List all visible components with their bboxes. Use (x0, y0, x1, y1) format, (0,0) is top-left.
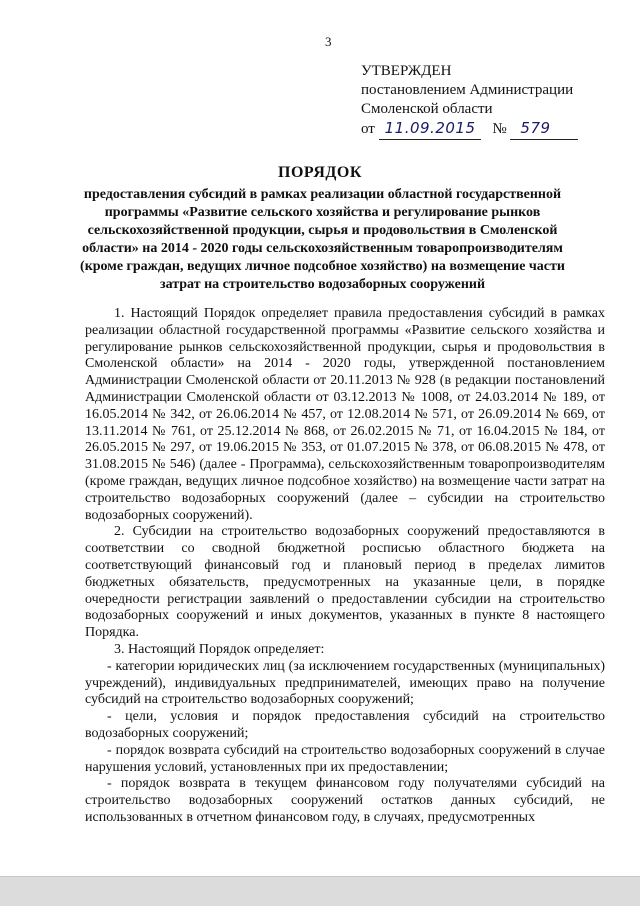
document-body (85, 306, 605, 827)
list-item: - порядок возврата в текущем финансовом году получателями субсидий на строительство водозаборных сооружений остатков данных субсидий, не использованных в отчетном финансовом году, в случаях, предусмотренных (85, 776, 605, 825)
paragraph-3: 3. Настоящий Порядок определяет: (114, 641, 325, 657)
document-subtitle: предоставления субсидий в рамках реализации областной государственной программы «Развитие сельского хозяйства и регулирование рынков сельскохозяйственной продукции, сырья и продовольствия в Смоленской области» на 2014 - 2020 годы сельскохозяйственным товаропроизводителям (кроме граждан, ведущих личное подсобное хозяйство) на возмещение части затрат на строительство водозаборных сооружений (80, 187, 565, 292)
scan-edge (0, 876, 640, 906)
number-prefix: № (492, 121, 507, 137)
date-prefix: от (361, 121, 375, 137)
list-item: - цели, условия и порядок предоставления субсидий на строительство водозаборных сооружений; (85, 709, 605, 741)
list-item: - порядок возврата субсидий на строительство водозаборных сооружений в случае нарушения условий, установленных при их предоставлении; (85, 742, 605, 775)
page-number: 3 (325, 34, 332, 49)
approval-line-2: Смоленской области (361, 101, 493, 117)
approval-line-1: постановлением Администрации (361, 82, 574, 98)
document-title: ПОРЯДОК (278, 164, 362, 181)
handwritten-number: 579 (520, 119, 551, 137)
handwritten-date: 11.09.2015 (384, 119, 476, 137)
approval-block (361, 62, 578, 140)
list-item: - категории юридических лиц (за исключением государственных (муниципальных) учреждений), индивидуальных предпринимателей, имеющих право на получение субсидий на строительство водозаборных сооружений; (85, 658, 605, 708)
approval-date-line (361, 119, 578, 140)
paragraph-1: 1. Настоящий Порядок определяет правила предоставления субсидий в рамках реализации областной государственной программы «Развитие сельского хозяйства и регулирование рынков сельскохозяйственной продукции, сырья и продовольствия в Смоленской области» на 2014 - 2020 годы, утвержденной постановлением Администрации Смоленской области от 20.11.2013 № 928 (в редакции постановлений Администрации Смоленской области от 03.12.2013 № 1008, от 24.03.2014 № 189, от 16.05.2014 № 342, от 26.06.2014 № 457, от 12.08.2014 № 571, от 26.09.2014 № 669, от 13.11.2014 № 761, от 25.12.2014 № 868, от 26.02.2015 № 71, от 16.04.2015 № 184, от 26.05.2015 № 297, от 19.06.2015 № 353, от 01.07.2015 № 378, от 06.08.2015 № 478, от 31.08.2015 № 546) (далее - Программа), сельскохозяйственным товаропроизводителям (кроме граждан, ведущих личное подсобное хозяйство) на возмещение части затрат на строительство водозаборных сооружений (далее – субсидии на строительство водозаборных сооружений). (85, 306, 605, 523)
approval-heading: УТВЕРЖДЕН (361, 63, 452, 79)
paragraph-2: 2. Субсидии на строительство водозаборных сооружений предоставляются в соответствии со сводной бюджетной росписью областного бюджета на соответствующий финансовый год и плановый период в пределах лимитов бюджетных обязательств, предусмотренных на указанные цели, в порядке очередности регистрации заявлений о предоставлении субсидии на строительство водозаборных сооружений и иных документов, указанных в пункте 8 настоящего Порядка. (85, 524, 605, 641)
